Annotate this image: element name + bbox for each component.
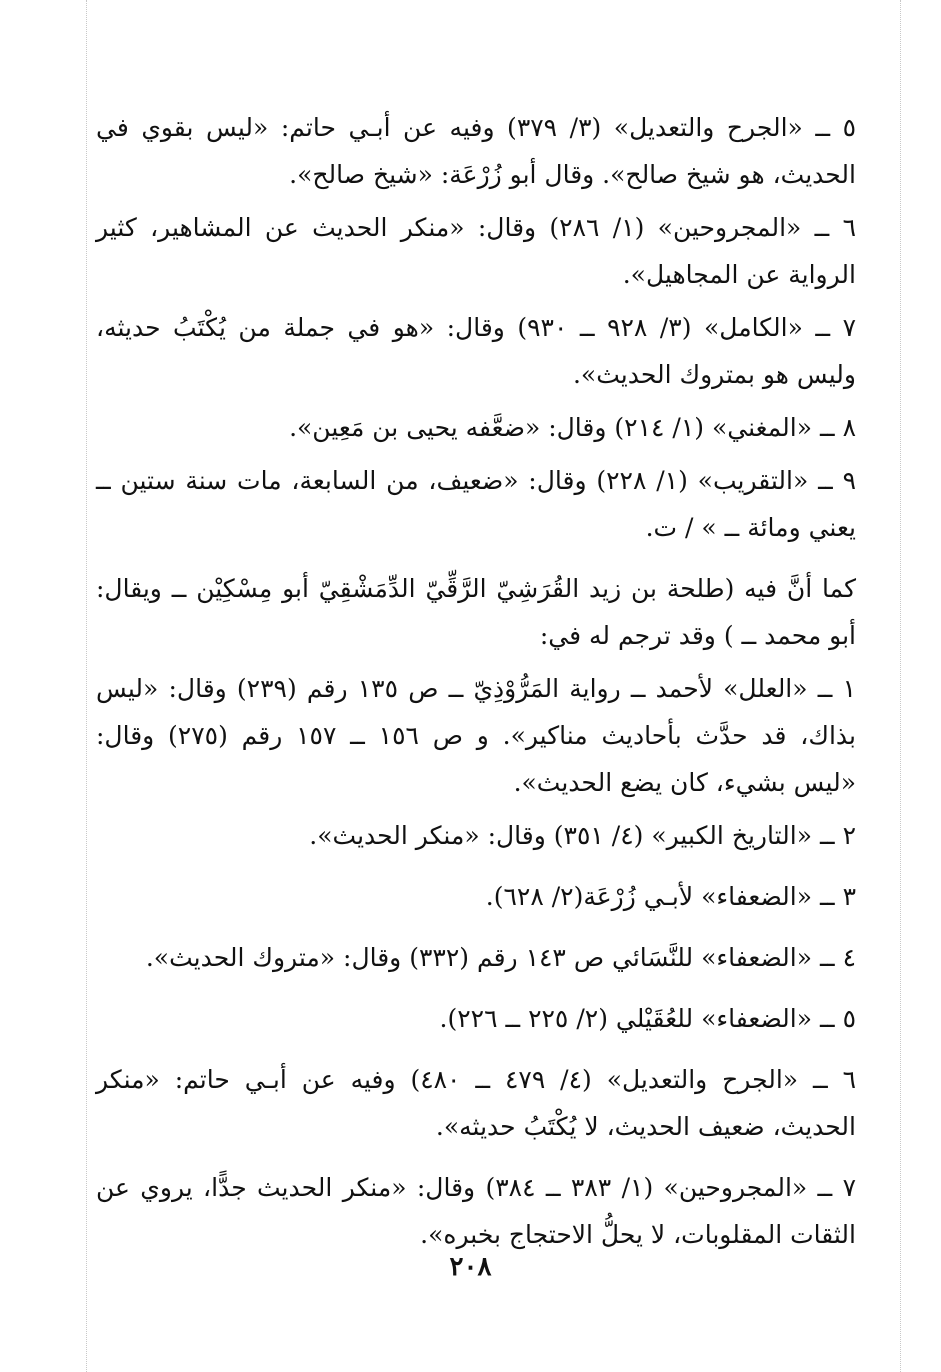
footnote-entry-5: ٥ ــ «الجرح والتعديل» (٣/ ٣٧٩) وفيه عن أبـي حاتم: «ليس بقوي في الحديث، هو شيخ صالح». وقال أبو زُرْعَة: «شيخ صالح». — [96, 113, 856, 189]
source-entry-3: ٣ ــ «الضعفاء» لأبـي زُرْعَة(٢/ ٦٢٨). — [485, 882, 856, 911]
footnote-entry-6: ٦ ــ «المجروحين» (١/ ٢٨٦) وقال: «منكر الحديث عن المشاهير، كثير الرواية عن المجاهيل». — [96, 213, 856, 289]
source-entry-5: ٥ ــ «الضعفاء» للعُقَيْلي (٢/ ٢٢٥ ــ ٢٢٦). — [439, 1004, 856, 1033]
page-number: ٢٠٨ — [449, 1252, 492, 1282]
narrator-intro: كما أنَّ فيه (طلحة بن زيد القُرَشِيّ الرَّقِّيّ الدِّمَشْقِيّ أبو مِسْكِيْن ــ ويقال: أبو محمد ــ ) وقد ترجم له في: — [96, 574, 856, 650]
footnote-entry-7: ٧ ــ «الكامل» (٣/ ٩٢٨ ــ ٩٣٠) وقال: «هو في جملة من يُكْتَبُ حديثه، وليس هو بمتروك الحديث». — [96, 313, 856, 389]
page-body — [96, 104, 856, 1264]
source-entry-1: ١ ــ «العلل» لأحمد ــ رواية المَرُّوْذِيّ ــ ص ١٣٥ رقم (٢٣٩) وقال: «ليس بذاك، قد حدَّث بأحاديث مناكير». و ص ١٥٦ ــ ١٥٧ رقم (٢٧٥) وقال: «ليس بشيء، كان يضع الحديث». — [96, 674, 857, 797]
source-entry-6: ٦ ــ «الجرح والتعديل» (٤/ ٤٧٩ ــ ٤٨٠) وفيه عن أبـي حاتم: «منكر الحديث، ضعيف الحديث، لا يُكْتَبُ حديثه». — [96, 1065, 856, 1141]
footnote-entry-9: ٩ ــ «التقريب» (١/ ٢٢٨) وقال: «ضعيف، من السابعة، مات سنة ستين ــ يعني ومائة ــ » / ت. — [96, 466, 856, 542]
source-entry-2: ٢ ــ «التاريخ الكبير» (٤/ ٣٥١) وقال: «منكر الحديث». — [309, 821, 856, 850]
footnote-entry-8: ٨ ــ «المغني» (١/ ٢١٤) وقال: «ضعَّفه يحيى بن مَعِين». — [289, 413, 856, 442]
source-entry-4: ٤ ــ «الضعفاء» للنَّسَائي ص ١٤٣ رقم (٣٣٢) وقال: «متروك الحديث». — [145, 943, 856, 972]
source-entry-7: ٧ ــ «المجروحين» (١/ ٣٨٣ ــ ٣٨٤) وقال: «منكر الحديث جدًّا، يروي عن الثقات المقلوبات، لا يحلُّ الاحتجاج بخبره». — [96, 1173, 856, 1249]
left-margin-guide — [86, 0, 87, 1372]
right-margin-guide — [900, 0, 901, 1372]
